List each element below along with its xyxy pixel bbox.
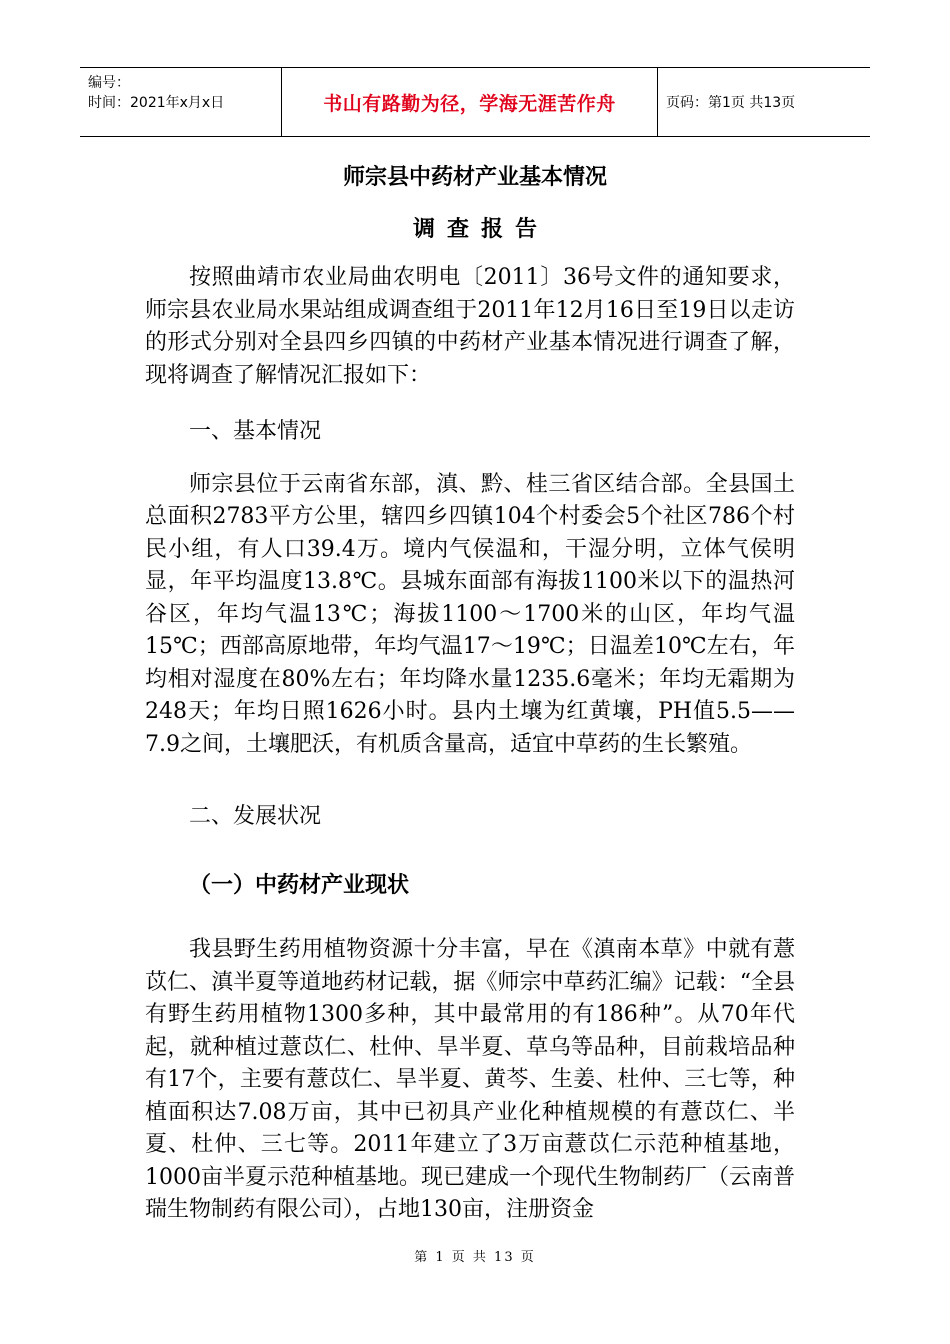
subsection-heading-industry-status: （一）中药材产业现状 [189,872,410,898]
document-subtitle: 调查报告 [412,217,549,242]
header-meta-cell [80,68,282,136]
section-heading-basic-info: 一、基本情况 [189,419,322,444]
section-heading-development: 二、发展状况 [189,804,322,829]
document-header [80,67,870,137]
page-footer: 第 1 页 共 13 页 [414,1250,536,1265]
document-body [145,262,795,1227]
header-page-info: 页码：第1页 共13页 [666,95,796,111]
intro-paragraph: 按照曲靖市农业局曲农明电〔2011〕36号文件的通知要求，师宗县农业局水果站组成调查组于2011年12月16日至19日以走访的形式分别对全县四乡四镇的中药材产业基本情况进行调查了解，现将调查了解情况汇报如下： [145,265,795,388]
document-title: 师宗县中药材产业基本情况 [342,165,607,190]
basic-info-paragraph: 师宗县位于云南省东部，滇、黔、桂三省区结合部。全县国土总面积2783平方公里，辖四乡四镇104个村委会5个社区786个村民小组，有人口39.4万。境内气侯温和，干湿分明，立体气侯明显，年平均温度13.8℃。县城东面部有海拔1100米以下的温热河谷区，年均气温13℃；海拔1100～1700米的山区，年均气温15℃；西部高原地带，年均气温17～19℃；日温差10℃左右，年均相对湿度在80%左右；年均降水量1235.6毫米；年均无霜期为248天；年均日照1626小时。县内土壤为红黄壤，PH值5.5——7.9之间，土壤肥沃，有机质含量高，适宜中草药的生长繁殖。 [145,471,795,757]
document-time-label: 时间：2021年x月x日 [88,95,225,111]
industry-status-paragraph: 我县野生药用植物资源十分丰富，早在《滇南本草》中就有薏苡仁、滇半夏等道地药材记载，据《师宗中草药汇编》记载：“全县有野生药用植物1300多种，其中最常用的有186种”。从70年代起，就种植过薏苡仁、杜仲、旱半夏、草乌等品种，目前栽培品种有17个，主要有薏苡仁、旱半夏、黄芩、生姜、杜仲、三七等，种植面积达7.08万亩，其中已初具产业化种植规模的有薏苡仁、半夏、杜仲、三七等。2011年建立了3万亩薏苡仁示范种植基地，1000亩半夏示范种植基地。现已建成一个现代生物制药厂（云南普瑞生物制药有限公司），占地130亩，注册资金 [145,937,795,1222]
document-number-label: 编号： [88,75,130,91]
header-motto: 书山有路勤为径，学海无涯苦作舟 [282,68,658,136]
